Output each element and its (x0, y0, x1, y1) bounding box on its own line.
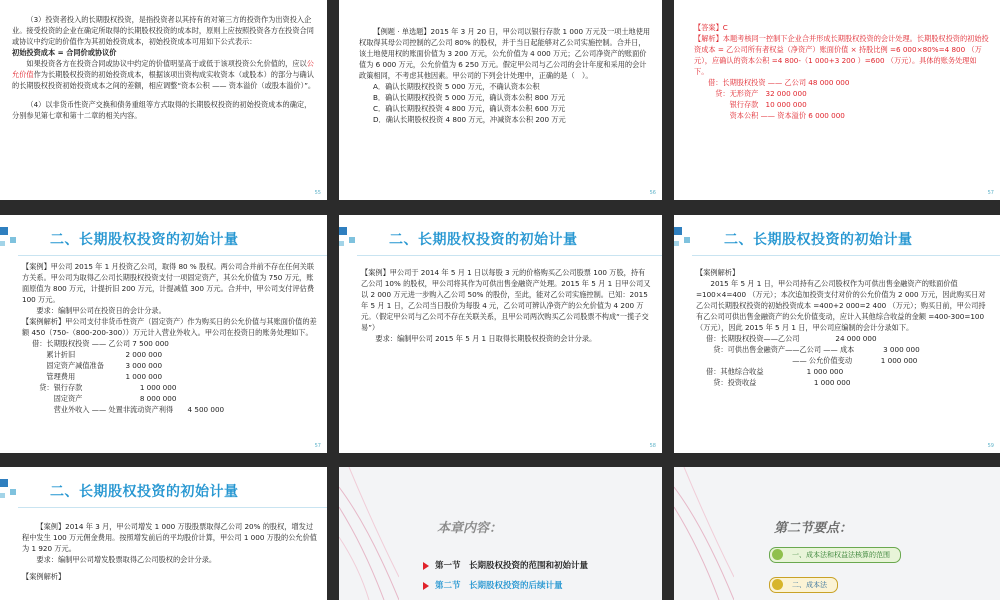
section-points-title: 第二节要点： (774, 521, 853, 536)
slide-thumbnail-2[interactable] (339, 0, 662, 200)
slide-header (339, 215, 662, 259)
journal-entry: 银行存款 10 000 000 (708, 100, 807, 109)
slide-3-text (694, 22, 990, 121)
slide-title: 二、长期股权投资的初始计量 (389, 232, 578, 248)
point-label: 二、成本法 (792, 581, 827, 589)
decor-square (0, 493, 5, 498)
page-number: 55 (314, 190, 321, 196)
analysis: 【案例解析】甲公司支付非货币性资产（固定资产）作为购买日的公允价值与其账面价值的差额 450（750-（800-200-300））万元计入营业外收入。甲公司在投资日的账务处理如下。 (22, 317, 317, 337)
requirement: 要求：编制甲公司 2015 年 5 月 1 日取得长期股权投资的会计分录。 (375, 334, 597, 343)
slide-4-text (22, 261, 317, 415)
header-divider (357, 255, 662, 256)
chapter-contents-title: 本章内容： (437, 521, 503, 536)
bullet-icon (772, 549, 783, 560)
question: 【例题 · 单选题】2015 年 3 月 20 日，甲公司以银行存款 1 000 万元及一项土地使用权取得其母公司控制的乙公司 80% 的股权，并于当日起能够对乙公司实施控制。合并日，该土地使用权的账面价值为 3 200 万元，公允价值为 4 000 万元；乙公司净资产的账面价值为 6 000 万元，公允价值为 6 250 万元。假定甲公司与乙公司的会计年度和采用的会计政策相同，不考虑其他因素。甲公司的下列会计处理中，正确的是（ ）。 (359, 27, 651, 80)
bullet-icon (772, 579, 783, 590)
journal-entry: 累计折旧 2 000 000 (32, 350, 163, 359)
decor-square (674, 227, 682, 235)
slide-thumbnail-3[interactable] (674, 0, 1000, 200)
page-number: 59 (987, 443, 994, 449)
decor-square (10, 237, 16, 243)
journal-entry: 借：长期股权投资 —— 乙公司 48 000 000 (708, 78, 850, 87)
slide-title: 二、长期股权投资的初始计量 (50, 484, 239, 500)
toc-item-label: 第二节 长期股权投资的后续计量 (435, 581, 563, 591)
highlight-text: 公允价值 (12, 59, 314, 79)
option: D．确认长期股权投资 4 800 万元，冲减资本公积 200 万元 (373, 115, 566, 124)
header-divider (18, 507, 327, 508)
slide-header (0, 467, 327, 511)
option: C．确认长期股权投资 4 800 万元，确认资本公积 600 万元 (373, 104, 566, 113)
slide-thumbnail-1[interactable] (0, 0, 327, 200)
option: B．确认长期股权投资 5 000 万元，确认资本公积 800 万元 (373, 93, 566, 102)
header-divider (18, 255, 327, 256)
requirement: 要求：编制甲公司在投资日的会计分录。 (36, 306, 166, 315)
slide-6-text (696, 267, 990, 388)
text-run: 如果投资各方在投资合同或协议中约定的价值明显高于或低于该项投资公允价值的，应以 (26, 59, 307, 68)
decor-square (339, 227, 347, 235)
toc-item-label: 第一节 长期股权投资的范围和初始计量 (435, 561, 589, 571)
option: A．确认长期股权投资 5 000 万元，不确认资本公积 (373, 82, 540, 91)
answer: 【答案】C (694, 23, 728, 32)
slide-5-text (361, 267, 652, 344)
slide-thumbnail-4[interactable] (0, 215, 327, 453)
journal-entry: 贷：投资收益 1 000 000 (706, 378, 851, 387)
point-label: 一、成本法和权益法核算的范围 (792, 551, 890, 559)
slide-thumbnail-9[interactable] (674, 467, 1000, 600)
slide-title: 二、长期股权投资的初始计量 (724, 232, 913, 248)
slide-header (674, 215, 1000, 259)
journal-entry: 管理费用 1 000 000 (32, 372, 163, 381)
slide-2-text (359, 26, 652, 125)
slide-thumbnail-7[interactable] (0, 467, 327, 600)
paragraph (12, 58, 317, 91)
decor-square (339, 241, 344, 246)
case-text: 【案例】2014 年 3 月，甲公司增发 1 000 万股股票取得乙公司 20% 的股权，增发过程中发生 100 万元佣金费用。按照增发前后的平均股价计算，甲公司 1 000 万股的公允价值为 1 920 万元。 (22, 522, 318, 553)
case-text: 【案例】甲公司 2015 年 1 月投资乙公司，取得 80 % 股权。两公司合并前不存在任何关联方关系。甲公司为取得乙公司长期股权投资支付一项固定资产，其公允价值为 750 万元，账面原值为 800 万元，计提折旧 200 万元，计提减值 300 万元。合并中，甲公司支付评估费 100 万元。 (22, 262, 315, 304)
header-divider (692, 255, 1000, 256)
journal-entry: 贷：无形资产 32 000 000 (708, 89, 807, 98)
decor-square (0, 241, 5, 246)
journal-entry: 借：长期股权投资 —— 乙公司 7 500 000 (32, 339, 169, 348)
text-run: 作为长期股权投资的初始投资成本，根据该项出资构成实收资本（或股本）的部分与确认的长期股权投资初始投资成本之间的差额，相应调整“资本公积 —— 资本溢价（或股本溢价）”。 (12, 70, 316, 90)
page-number: 58 (649, 443, 656, 449)
point-item-1[interactable] (769, 547, 901, 563)
arrow-right-icon (423, 582, 429, 590)
slide-thumbnail-5[interactable] (339, 215, 662, 453)
journal-entry: 借：其他综合收益 1 000 000 (706, 367, 844, 376)
slide-title: 二、长期股权投资的初始计量 (50, 232, 239, 248)
point-item-2[interactable] (769, 577, 838, 593)
slide-7-text (22, 521, 317, 582)
journal-entry: 贷：银行存款 1 000 000 (32, 383, 177, 392)
decor-square (684, 237, 690, 243)
slide-thumbnail-6[interactable] (674, 215, 1000, 453)
requirement: 要求：编制甲公司增发股票取得乙公司股权的会计分录。 (36, 555, 217, 564)
journal-entry: 营业外收入 —— 处置非流动资产利得 4 500 000 (32, 405, 225, 414)
journal-entry: 资本公积 —— 资本溢价 6 000 000 (708, 111, 845, 120)
formula: 初始投资成本 = 合同价或协议价 (12, 48, 117, 57)
analysis-label: 【案例解析】 (696, 268, 740, 277)
journal-entry: 固定资产减值准备 3 000 000 (32, 361, 163, 370)
slide-thumbnail-8[interactable] (339, 467, 662, 600)
decor-square (10, 489, 16, 495)
arrow-right-icon (423, 562, 429, 570)
analysis: 【解析】本题考核同一控制下企业合并形成长期股权投资的会计处理。长期股权投资的初始投资成本 = 乙公司所有者权益（净资产）账面价值 × 持股比例 =6 000×80%=4 800 （万元），应确认的资本公积 =4 800-（1 000+3 200 ）=600 （万元）。具体的账务处理如下。 (694, 34, 989, 76)
journal-entry: 贷：可供出售金融资产——乙公司 —— 成本 3 000 000 (706, 345, 920, 354)
analysis-label: 【案例解析】 (22, 572, 66, 581)
case-text: 【案例】甲公司于 2014 年 5 月 1 日以每股 3 元的价格购买乙公司股票 100 万股，持有乙公司 10% 的股权，甲公司将其作为可供出售金融资产处理。2015 年 5 月 1 日甲公司又以 2 000 万元进一步购入乙公司 50% 的股份，至此，能对乙公司实施控制。已知：2015 年 5 月 1 日，乙公司当日股价为每股 4 元，乙公司可辨认净资产的公允价值为 4 200 万元。（假定甲公司与乙公司不存在关联关系，且甲公司两次购买乙公司股票不构成“一揽子交易”） (361, 268, 651, 332)
slide-1-text (12, 14, 317, 121)
decor-square (349, 237, 355, 243)
decor-square (0, 227, 8, 235)
paragraph: （4）以非货币性资产交换和债务重组等方式取得的长期股权投资的初始投资成本的确定，分别参见第七章和第十二章的相关内容。 (12, 100, 312, 120)
page-number: 57 (314, 443, 321, 449)
decor-curves (674, 467, 734, 600)
slide-header (0, 215, 327, 259)
journal-entry: 固定资产 8 000 000 (32, 394, 177, 403)
decor-square (0, 479, 8, 487)
journal-entry: 借：长期股权投资——乙公司 24 000 000 (706, 334, 877, 343)
page-number: 57 (987, 190, 994, 196)
analysis: 2015 年 5 月 1 日，甲公司持有乙公司股权作为可供出售金融资产的账面价值 =100×4=400 （万元）；本次追加投资支付对价的公允价值为 2 000 万元，因此购买日对乙公司长期股权投资的初始投资成本 =400+2 000=2 400 （万元）；购买日前，甲公司持有乙公司可供出售金融资产的公允价值变动，应计入其他综合收益的金额 =400-300=100（万元），因此 2015 年 5 月 1 日，甲公司应编制的会计分录如下。 (696, 279, 986, 332)
decor-curves (339, 467, 399, 600)
paragraph: （3）投资者投入的长期股权投资，是指投资者以其持有的对第三方的投资作为出资投入企业。接受投资的企业在确定所取得的长期股权投资的成本时，原则上应按照投资各方在投资合同或协议中约定的价值作为其初始投资成本，初始投资成本可用如下公式表示： (12, 15, 314, 46)
toc-item-section-1[interactable] (423, 559, 588, 571)
toc-item-section-2[interactable] (423, 579, 563, 591)
page-number: 56 (649, 190, 656, 196)
journal-entry: —— 公允价值变动 1 000 000 (706, 356, 918, 365)
decor-square (674, 241, 679, 246)
